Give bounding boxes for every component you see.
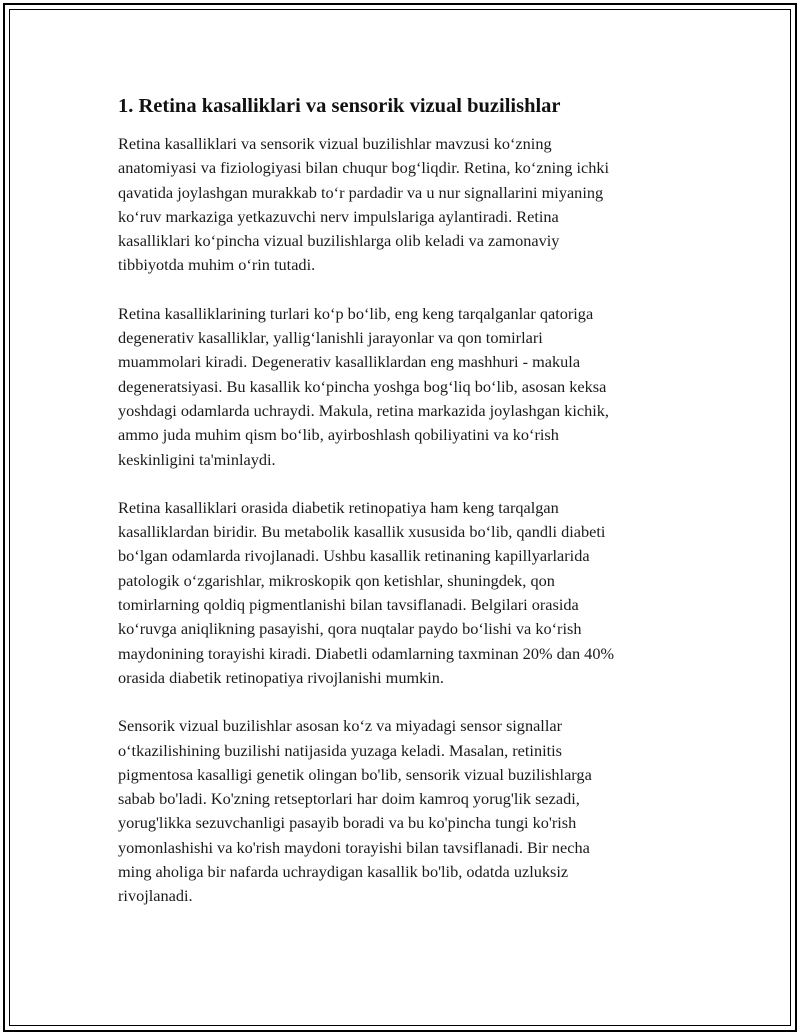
text-line: maydonining torayishi kiradi. Diabetli odamlarning taxminan 20% dan 40% (118, 643, 615, 663)
text-line: keskinligini ta'minlaydi. (118, 449, 276, 469)
text-line: yomonlashishi va ko'rish maydoni torayishi bilan tavsiflanadi. Bir necha (118, 837, 590, 857)
text-line: Retina kasalliklarining turlari ko‘p bo‘lib, eng keng tarqalganlar qatoriga (118, 303, 594, 323)
text-line: tibbiyotda muhim o‘rin tutadi. (118, 255, 316, 275)
text-line: degeneratsiyasi. Bu kasallik ko‘pincha yoshga bog‘liq bo‘lib, asosan keksa (118, 376, 607, 396)
text-line: Retina kasalliklari va sensorik vizual buzilishlar mavzusi ko‘zning (118, 134, 552, 153)
text-line: Retina kasalliklari orasida diabetik retinopatiya ham keng tarqalgan (118, 497, 559, 517)
text-line: o‘tkazilishining buzilishi natijasida yuzaga keladi. Masalan, retinitis (118, 740, 563, 760)
text-line: ammo juda muhim qism bo‘lib, ayirboshlash qobiliyatini va ko‘rish (118, 425, 559, 445)
text-line: anatomiyasi va fiziologiyasi bilan chuqur bog‘liqdir. Retina, ko‘zning ichki (118, 158, 610, 178)
text-line: sabab bo'ladi. Ko'zning retseptorlari har doim kamroq yorug'lik sezadi, (118, 789, 580, 809)
text-line: ko‘ruvga aniqlikning pasayishi, qora nuqtalar paydo bo‘lishi va ko‘rish (118, 619, 582, 639)
text-line: rivojlanadi. (118, 886, 193, 906)
text-line: yorug'likka sezuvchanligi pasayib boradi va bu ko'pincha tungi ko'rish (118, 813, 577, 833)
text-line: Sensorik vizual buzilishlar asosan ko‘z va miyadagi sensor signallar (118, 716, 563, 736)
text-line: orasida diabetik retinopatiya rivojlanishi mumkin. (118, 667, 445, 687)
text-line: degenerativ kasalliklar, yallig‘lanishli jarayonlar va qon tomirlari (118, 328, 543, 348)
paragraph-3 (118, 496, 688, 690)
document-body (118, 92, 688, 933)
paragraph-4 (118, 714, 688, 908)
text-line: ming aholiga bir nafarda uchraydigan kasallik bo'lib, odatda uzluksiz (118, 862, 569, 882)
text-line: bo‘lgan odamlarda rivojlanadi. Ushbu kasallik retinaning kapillyarlarida (118, 546, 590, 566)
paragraph-2 (118, 302, 688, 472)
text-line: tomirlarning qoldiq pigmentlanishi bilan tavsiflanadi. Belgilari orasida (118, 595, 579, 615)
text-line: kasalliklari ko‘pincha vizual buzilishlarga olib keladi va zamonaviy (118, 231, 560, 251)
text-line: ko‘ruv markaziga yetkazuvchi nerv impulslariga aylantiradi. Retina (118, 206, 559, 226)
paragraph-1 (118, 132, 688, 278)
text-line: pigmentosa kasalligi genetik olingan bo'lib, sensorik vizual buzilishlarga (118, 764, 592, 784)
text-line: muammolari kiradi. Degenerativ kasalliklardan eng mashhuri - makula (118, 352, 581, 372)
text-line: kasalliklardan biridir. Bu metabolik kasallik xususida bo‘lib, qandli diabeti (118, 522, 606, 542)
text-line: yoshdagi odamlarda uchraydi. Makula, retina markazida joylashgan kichik, (118, 400, 609, 420)
text-line: patologik o‘zgarishlar, mikroskopik qon ketishlar, shuningdek, qon (118, 570, 555, 590)
section-heading: 1. Retina kasalliklari va sensorik vizual buzilishlar (118, 95, 561, 117)
text-line: qavatida joylashgan murakkab to‘r pardadir va u nur signallarini miyaning (118, 182, 604, 202)
